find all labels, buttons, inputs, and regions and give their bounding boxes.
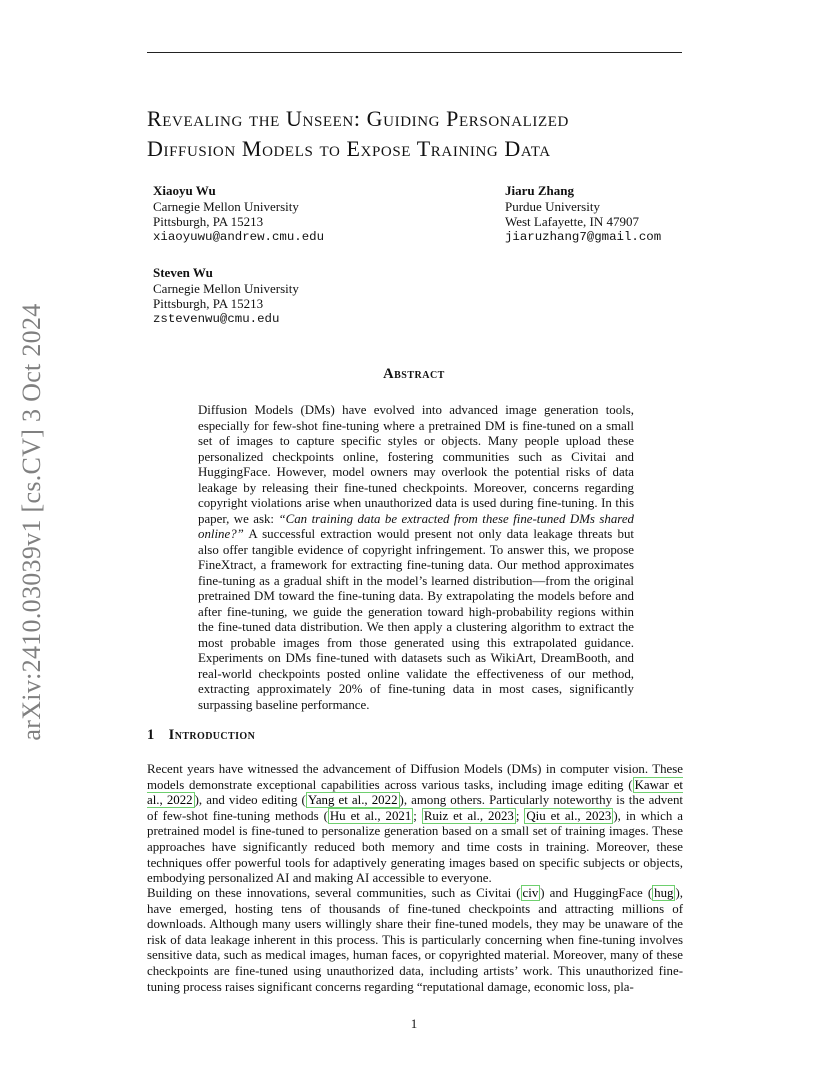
author-email[interactable]: jiaruzhang7@gmail.com [505,229,662,244]
body-text: ; [515,808,525,823]
arxiv-identifier [12,295,52,750]
body-text: ), among others. Particularly noteworthy is the advent of few-shot fine-tuning methods ( [147,793,683,823]
abstract-part-2: A successful extraction would present not only data leakage threats but also offer tangible evidence of copyright infringement. To answer this, we propose FineXtract, a framework for extracting fine-tuning data. Our method approximates fine-tuning as a gradual shift in the model’s learned distribution—from the original pretrained DM toward the fine-tuning data. By extrapolating the models before and after fine-tuning, we guide the generation toward high-probability regions within the fine-tuned data distribution. We then apply a clustering algorithm to extract the most probable images from those generated using this extrapolated guidance. Experiments on DMs fine-tuned with datasets such as WikiArt, DreamBooth, and real-world checkpoints posted online validate the effectiveness of our method, extracting approximately 20% of fine-tuning data in most cases, significantly surpassing baseline performance. [198,527,634,712]
body-text: ; [413,808,422,823]
body-text: ) and HuggingFace ( [540,886,653,900]
author-affiliation: Purdue University [505,198,600,214]
author-affiliation: Carnegie Mellon University [153,280,299,296]
abstract-text [198,403,634,713]
page-number: 1 [410,1016,418,1031]
author-address: West Lafayette, IN 47907 [505,214,639,229]
author-name: Xiaoyu Wu [153,183,216,198]
author-name: Jiaru Zhang [505,183,574,198]
author-block-2 [505,183,661,245]
body-text: ), have emerged, hosting tens of thousands of fine-tuned checkpoints and attracting millions of downloads. Although many users willingly share their fine-tuned models, they may be unaware of the risk of data leakage inherent in this process. This is particularly concerning when fine-tuning involves sensitive data, such as medical images, human faces, or copyrighted material. Moreover, many of these checkpoints are fine-tuned using unauthorized data, including artists’ work. This unauthorized fine-tuning process raises significant concerns regarding “reputational damage, economic loss, pla- [147,886,683,994]
section-number: 1 [147,727,155,743]
author-email[interactable]: xiaoyuwu@andrew.cmu.edu [153,229,325,244]
section-title: Introduction [168,727,256,743]
author-block-3 [153,265,299,327]
author-address: Pittsburgh, PA 15213 [153,214,264,229]
citation-link[interactable]: Yang et al., 2022 [307,793,398,808]
body-text: Recent years have witnessed the advancement of Diffusion Models (DMs) in computer vision. These models demonstrate exceptional capabilities across various tasks, including image editing ( [147,762,683,792]
body-text: ), in which a pretrained model is fine-tuned to personalize generation based on a small set of training images. These approaches have significantly reduced both memory and time costs in training. Moreover, these techniques offer powerful tools for adaptively generating images based on specific subjects or objects, embodying personalized AI and making AI accessible to everyone. [147,808,683,886]
citation-link[interactable]: hug [654,886,674,900]
author-email[interactable]: zstevenwu@cmu.edu [153,311,280,326]
section-heading-introduction [147,727,255,744]
body-text: ), and video editing ( [194,793,306,808]
author-address: Pittsburgh, PA 15213 [153,296,264,311]
body-text: Building on these innovations, several communities, such as Civitai ( [147,886,521,900]
paper-title [147,104,707,164]
abstract-heading: Abstract [383,366,445,382]
intro-paragraph-1 [147,762,683,887]
author-name: Steven Wu [153,265,213,280]
top-rule [147,52,682,53]
arxiv-identifier-text: arXiv:2410.03039v1 [cs.CV] 3 Oct 2024 [17,303,46,741]
author-block-1 [153,183,324,245]
citation-link[interactable]: Qiu et al., 2023 [526,808,612,823]
title-line-2: Diffusion Models to Expose Training Data [147,136,551,161]
title-line-1: Revealing the Unseen: Guiding Personalized [147,106,569,131]
citation-link[interactable]: Hu et al., 2021 [329,808,412,823]
intro-paragraph-2 [147,886,683,995]
abstract-question: “Can training data be extracted from these fine-tuned DMs shared online?” [198,511,635,541]
citation-link[interactable]: Ruiz et al., 2023 [423,808,514,823]
citation-link[interactable]: Kawar et al., 2022 [147,777,683,808]
abstract-part-1: Diffusion Models (DMs) have evolved into advanced image generation tools, especially for few-shot fine-tuning where a pretrained DM is fine-tuned on a small set of images to capture specific styles or objects. Many people upload these personalized checkpoints online, fostering communities such as Civitai and HuggingFace. However, model owners may overlook the potential risks of data leakage by releasing their fine-tuned checkpoints. Moreover, concerns regarding copyright violations arise when unauthorized data is used during fine-tuning. In this paper, we ask: [198,403,634,526]
author-affiliation: Carnegie Mellon University [153,198,299,214]
citation-link[interactable]: civ [522,886,539,900]
